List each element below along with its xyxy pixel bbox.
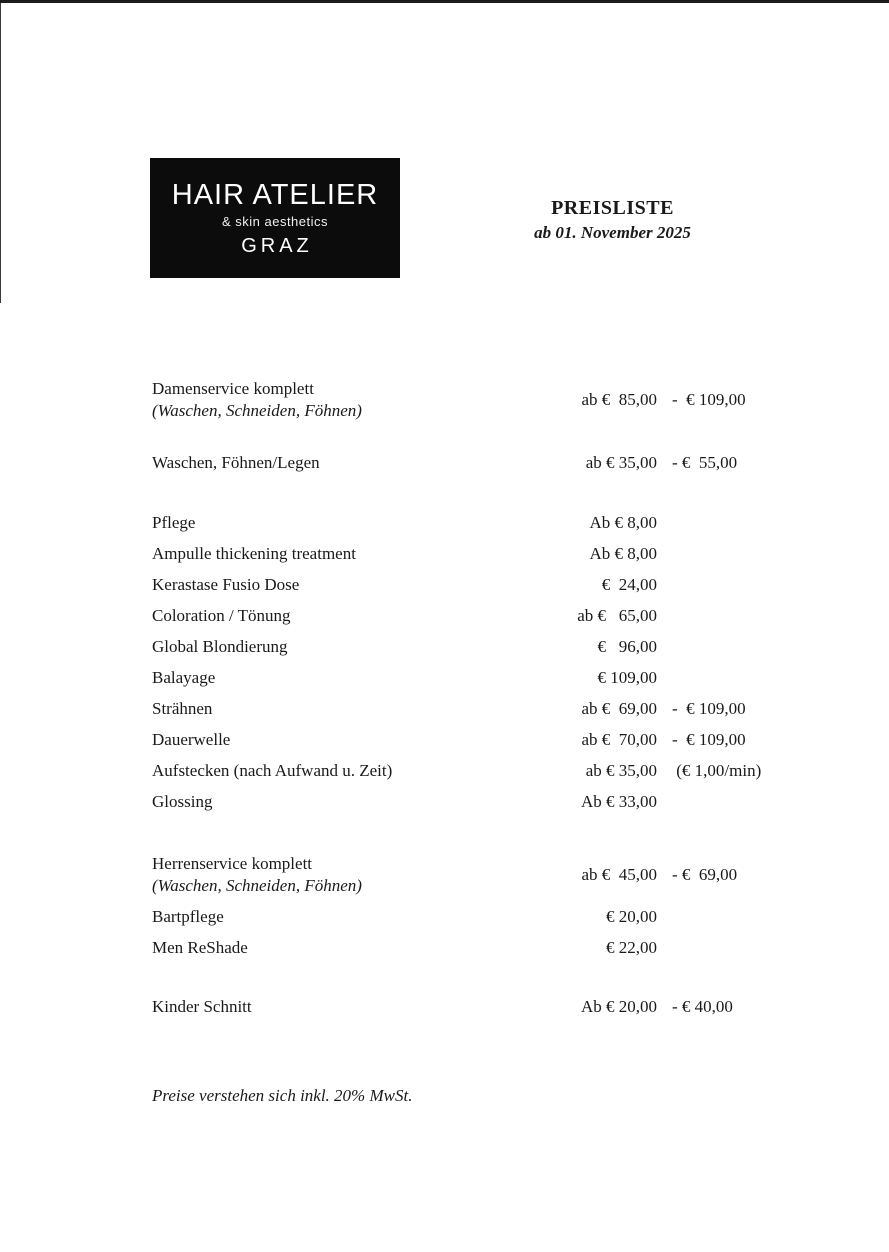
price-range-value: - € 69,00 <box>672 865 738 884</box>
service-label: Waschen, Föhnen/Legen <box>152 453 320 472</box>
price-row <box>152 937 749 959</box>
price-row <box>152 667 749 689</box>
price-value: ab € 69,00 <box>581 699 657 718</box>
price-list <box>152 378 762 1027</box>
price-range-value: - € 109,00 <box>672 390 746 409</box>
price-range-value: (€ 1,00/min) <box>672 761 762 780</box>
price-row <box>152 543 749 565</box>
valid-from-date: ab 01. November 2025 <box>534 223 691 242</box>
service-label: Dauerwelle <box>152 730 231 749</box>
price-value: Ab € 8,00 <box>589 544 657 563</box>
price-row <box>152 636 749 658</box>
logo-subtitle: & skin aesthetics <box>221 213 329 229</box>
price-row <box>152 605 749 627</box>
price-value: € 20,00 <box>606 907 657 926</box>
price-section <box>152 452 749 474</box>
service-label: Ampulle thickening treatment <box>152 544 356 563</box>
price-value: ab € 35,00 <box>585 453 657 472</box>
price-section <box>152 996 749 1018</box>
price-row <box>152 760 762 782</box>
service-label: Pflege <box>152 513 196 532</box>
price-value: Ab € 8,00 <box>589 513 657 532</box>
service-label: Balayage <box>152 668 216 687</box>
page-top-border <box>0 0 889 3</box>
document-header <box>470 196 755 244</box>
price-row <box>152 574 749 596</box>
logo-city: GRAZ <box>241 234 313 257</box>
price-row <box>152 452 749 474</box>
price-row <box>152 698 749 720</box>
price-section <box>152 512 762 813</box>
price-value: € 22,00 <box>606 938 657 957</box>
vat-note: Preise verstehen sich inkl. 20% MwSt. <box>152 1086 413 1105</box>
service-sublabel: (Waschen, Schneiden, Föhnen) <box>152 876 362 895</box>
price-value: € 24,00 <box>601 575 657 594</box>
page-title: PREISLISTE <box>551 197 674 219</box>
price-range-value: - € 109,00 <box>672 730 746 749</box>
page-left-border <box>0 3 1 303</box>
service-label: Aufstecken (nach Aufwand u. Zeit) <box>152 761 393 780</box>
service-label: Strähnen <box>152 699 213 718</box>
service-label: Kerastase Fusio Dose <box>152 575 300 594</box>
price-value: ab € 85,00 <box>581 390 657 409</box>
price-section <box>152 378 749 422</box>
price-value: Ab € 33,00 <box>580 792 657 811</box>
price-row <box>152 791 749 813</box>
price-value: € 109,00 <box>597 668 657 687</box>
price-row <box>152 853 749 897</box>
price-value: ab € 35,00 <box>585 761 657 780</box>
service-label: Kinder Schnitt <box>152 997 252 1016</box>
service-label: Men ReShade <box>152 938 248 957</box>
logo-title: HAIR ATELIER <box>171 178 379 211</box>
service-label: Herrenservice komplett <box>152 854 313 873</box>
price-row <box>152 906 749 928</box>
price-range-value: - € 40,00 <box>672 997 733 1016</box>
salon-logo <box>150 158 400 278</box>
service-label: Global Blondierung <box>152 637 288 656</box>
price-value: ab € 70,00 <box>581 730 657 749</box>
price-value: € 96,00 <box>597 637 657 656</box>
price-value: ab € 65,00 <box>577 606 657 625</box>
price-row <box>152 996 749 1018</box>
price-value: Ab € 20,00 <box>580 997 657 1016</box>
price-row <box>152 512 749 534</box>
service-label: Glossing <box>152 792 213 811</box>
price-row <box>152 729 749 751</box>
price-section <box>152 853 749 959</box>
price-value: ab € 45,00 <box>581 865 657 884</box>
service-label: Damenservice komplett <box>152 379 314 398</box>
service-label: Coloration / Tönung <box>152 606 291 625</box>
price-range-value: - € 109,00 <box>672 699 746 718</box>
service-sublabel: (Waschen, Schneiden, Föhnen) <box>152 401 362 420</box>
price-row <box>152 378 749 422</box>
price-range-value: - € 55,00 <box>672 453 738 472</box>
service-label: Bartpflege <box>152 907 224 926</box>
